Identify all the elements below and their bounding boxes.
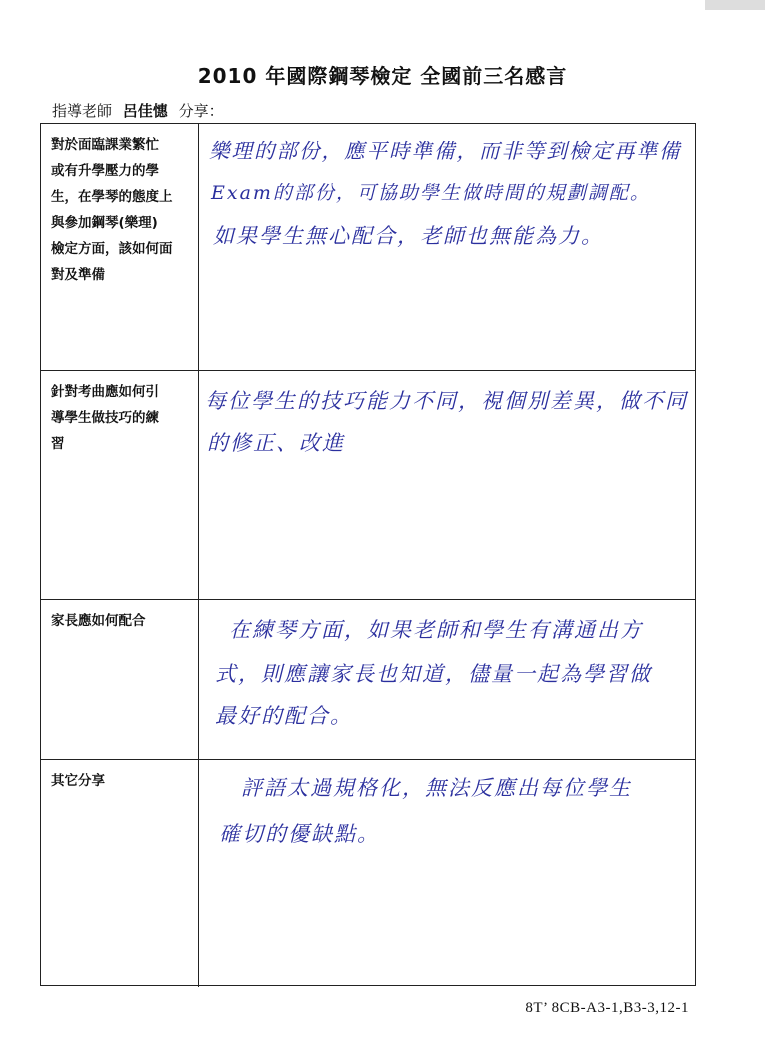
scan-edge-mark (705, 0, 765, 10)
answer-cell (199, 124, 695, 370)
question-cell: 其它分享 (41, 760, 199, 987)
form-row-parents (41, 600, 695, 760)
teacher-name: 呂佳憓 (122, 102, 168, 120)
handwritten-line: 每位學生的技巧能力不同，視個別差異，做不同 (205, 389, 688, 413)
form-row-technique (41, 371, 695, 600)
handwritten-line: 最好的配合。 (215, 704, 353, 728)
question-cell: 家長應如何配合 (41, 600, 199, 759)
handwritten-line: 的修正、改進 (207, 431, 345, 455)
survey-form-table (40, 123, 696, 986)
form-row-study-pressure (41, 124, 695, 371)
document-code: 8T’ 8CB-A3-1,B3-3,12-1 (525, 1000, 689, 1016)
question-cell: 對於面臨課業繁忙 或有升學壓力的學 生，在學琴的態度上 與參加鋼琴(樂理) 檢定方面，該如何面 對及準備 (41, 124, 199, 370)
handwritten-line: 樂理的部份，應平時準備，而非等到檢定再準備 (209, 139, 682, 163)
answer-cell (199, 760, 695, 987)
teacher-suffix: 分享： (178, 102, 224, 120)
answer-cell (199, 371, 695, 599)
handwritten-line: 評語太過規格化，無法反應出每位學生 (241, 776, 632, 800)
handwritten-line: 確切的優缺點。 (219, 822, 380, 846)
question-cell: 針對考曲應如何引 導學生做技巧的練 習 (41, 371, 199, 599)
handwritten-line: 式，則應讓家長也知道，儘量一起為學習做 (215, 662, 652, 686)
form-row-other (41, 760, 695, 987)
teacher-line (52, 100, 224, 121)
answer-cell (199, 600, 695, 759)
page-title: 2010 年國際鋼琴檢定 全國前三名感言 (197, 64, 568, 88)
teacher-label: 指導老師 (52, 102, 113, 120)
handwritten-line: Exam的部份，可協助學生做時間的規劃調配。 (211, 182, 651, 204)
handwritten-line: 在練琴方面，如果老師和學生有溝通出方 (229, 618, 643, 642)
handwritten-line: 如果學生無心配合，老師也無能為力。 (213, 224, 604, 248)
